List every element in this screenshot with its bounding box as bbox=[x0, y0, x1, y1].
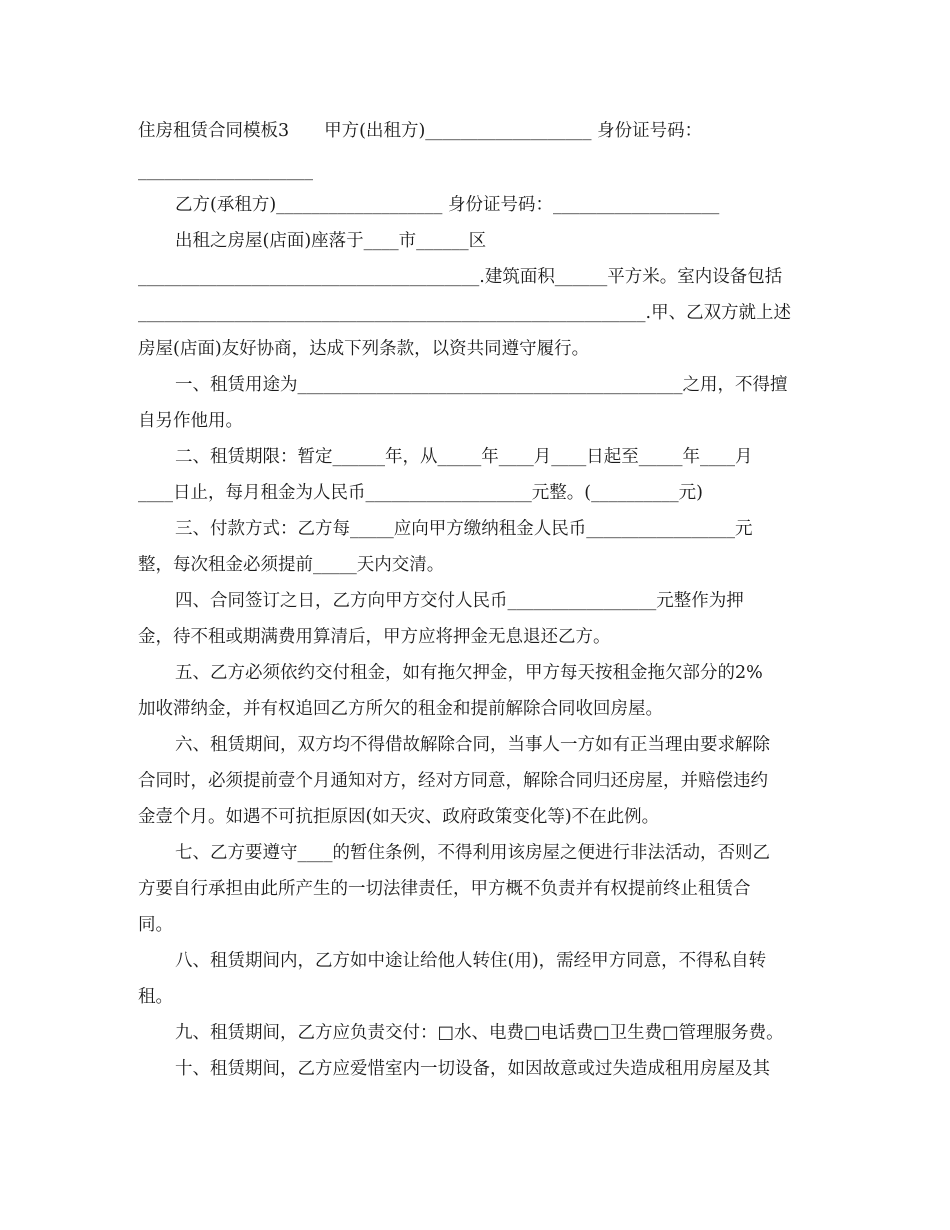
text-line: 方要自行承担由此所产生的一切法律责任，甲方概不负责并有权提前终止租赁合 bbox=[138, 879, 751, 899]
clause-9: 九、租赁期间，乙方应负责交付：□水、电费□电话费□卫生费□管理服务费。 bbox=[175, 1023, 784, 1043]
text-line: 加收滞纳金，并有权追回乙方所欠的租金和提前解除合同收回房屋。 bbox=[138, 699, 663, 719]
clause-6: 六、租赁期间，双方均不得借故解除合同，当事人一方如有正当理由要求解除 bbox=[175, 735, 770, 755]
clause-3: 三、付款方式：乙方每_____应向甲方缴纳租金人民币_________________元 bbox=[175, 519, 753, 539]
clause-8: 八、租赁期间内，乙方如中途让给他人转住(用)，需经甲方同意，不得私自转 bbox=[175, 951, 767, 971]
text-line: 整，每次租金必须提前_____天内交清。 bbox=[138, 555, 445, 575]
clause-5: 五、乙方必须依约交付租金，如有拖欠押金，甲方每天按租金拖欠部分的2% bbox=[175, 663, 763, 683]
clause-1: 一、租赁用途为____________________________________________之用，不得擅 bbox=[175, 375, 788, 395]
text-line: 租。 bbox=[138, 987, 173, 1007]
text-line: 房屋(店面)友好协商，达成下列条款，以资共同遵守履行。 bbox=[138, 339, 590, 359]
clause-10: 十、租赁期间，乙方应爱惜室内一切设备，如因故意或过失造成租用房屋及其 bbox=[175, 1059, 770, 1079]
text-line: ____日止，每月租金为人民币___________________元整。(__________元) bbox=[138, 483, 703, 503]
text-line: 同。 bbox=[138, 915, 173, 935]
text-line: 金，待不租或期满费用算清后，甲方应将押金无息退还乙方。 bbox=[138, 627, 611, 647]
text-line: 乙方(承租方)___________________ 身份证号码：___________________ bbox=[175, 195, 720, 215]
clause-7: 七、乙方要遵守____的暂住条例，不得利用该房屋之便进行非法活动，否则乙 bbox=[175, 843, 770, 863]
clause-2: 二、租赁期限：暂定______年，从_____年____月____日起至_____年____月 bbox=[175, 447, 753, 467]
text-line: __________________________________________________________.甲、乙双方就上述 bbox=[138, 303, 792, 323]
clause-4: 四、合同签订之日，乙方向甲方交付人民币_________________元整作为押 bbox=[175, 591, 744, 611]
text-line: _______________________________________.建筑面积______平方米。室内设备包括 bbox=[138, 267, 783, 287]
text-line: 合同时，必须提前壹个月通知对方，经对方同意，解除合同归还房屋，并赔偿违约 bbox=[138, 771, 768, 791]
text-line: ____________________ bbox=[138, 161, 313, 181]
text-line: 自另作他用。 bbox=[138, 411, 243, 431]
title-line: 住房租赁合同模板3 甲方(出租方)___________________ 身份证号码： bbox=[138, 121, 703, 141]
text-line: 金壹个月。如遇不可抗拒原因(如天灾、政府政策变化等)不在此例。 bbox=[138, 807, 660, 827]
text-line: 出租之房屋(店面)座落于____市______区 bbox=[175, 231, 487, 251]
